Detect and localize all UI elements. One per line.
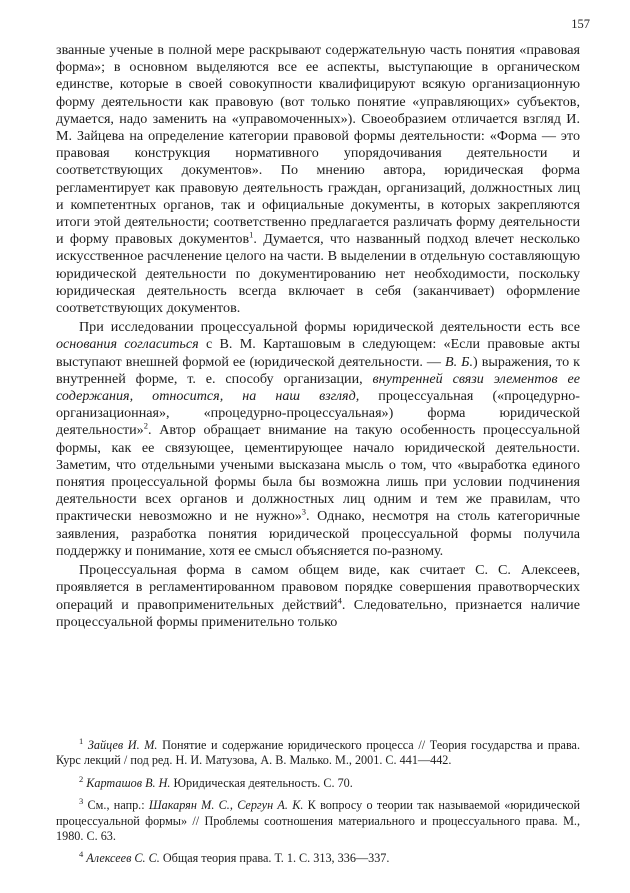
text-run: . Думается, что названный подход влечет несколько искусственное расчленение целого на части. В выделении в отдельную составляющую юридической деятельности по документированию нет необходимости, поскольку юридическая деятельность всегда включает в себя (заканчивает) оформление соответствующих документов. [56, 231, 580, 317]
footnote-ref: 2 [143, 420, 148, 431]
footnote-ref: 4 [337, 594, 342, 605]
footnote [56, 735, 580, 769]
footnote-ref: 3 [301, 506, 307, 517]
footnote-ref: 1 [79, 735, 84, 746]
footnote [56, 798, 580, 844]
text-run: процессуальная («процедурно-организационная», «процедурно-процессуальная») форма юридической деятельности» [56, 388, 580, 439]
text-run: Процессуальная форма в самом общем виде, как считает С. С. Алексеев, проявляется в регламентированном правовом порядке совершения правотворческих операций и правоприменительных действий [56, 562, 580, 613]
italic-text: Шакарян М. С., Сергун А. К. [148, 798, 304, 813]
italic-text: основания согласиться [56, 336, 199, 353]
text-run: ) выражения, то к внутренней форме, т. е. способу организации, [56, 353, 580, 387]
paragraph [56, 319, 580, 560]
footnotes [56, 735, 581, 874]
footnote-ref: 4 [79, 849, 84, 860]
text-run: с В. М. Карташовым в следующем: «Если правовые акты выступают внешней формой ее (юридической деятельности. — [56, 336, 580, 370]
footnote [56, 851, 580, 866]
page-number: 157 [571, 17, 590, 31]
footnote-ref: 1 [249, 229, 254, 240]
footnote-ref: 2 [79, 773, 84, 784]
text-run: При исследовании процессуальной формы юридической деятельности есть все [79, 319, 580, 336]
text-run: званные ученые в полной мере раскрывают содержательную часть понятия «правовая форма»; в основном выделяются все ее аспекты, выступающие в органическом единстве, которые в своей совокупности квалифицируют всякую организационную форму деятельности как правовую (вот только понятие «управляющих» субъектов, думается, надо заменить на «управомоченных»). Своеобразием отличается взгляд И. М. Зайцева на определение категории правовой формы деятельности: «Форма — это правовая конструкция нормативного упорядочивания деятельности и соответствующих документов». По мнению автора, юридическая форма регламентирует как правовую деятельность граждан, организаций, должностных лиц и компетентных органов, так и официальные документы, в которых закрепляются итоги этой деятельности; соответственно предлагается различать форму деятельности и форму правовых документов [56, 42, 580, 248]
text-run: . Автор обращает внимание на такую особенность процессуальной формы, как ее связующее, цементирующее начало юридической деятельности. Заметим, что отдельными учеными высказана мысль о том, что «выработка единого понятия процессуальной формы была бы возможна лишь при условии подчинения деятельности всех органов и должностных лиц одним и тем же правилам, что практически невозможно и не нужно» [56, 422, 580, 525]
paragraph [56, 562, 580, 631]
text-run: См., напр.: [83, 798, 149, 813]
body-text [56, 42, 580, 631]
italic-text: Алексеев С. С. [86, 851, 160, 866]
italic-text: Зайцев И. М. [87, 738, 158, 752]
paragraph [56, 42, 580, 317]
italic-text: Карташов В. Н. [86, 775, 171, 790]
text-run: Понятие и содержание юридического процесса // Теория государства и права. Курс лекций / под ред. Н. И. Матузова, А. В. Малько. М., 2001. С. 441—442. [56, 738, 580, 768]
text-run: Общая теория права. Т. 1. С. 313, 336—337. [159, 851, 390, 866]
text-run: К вопросу о теории так называемой «юридической процессуальной формы» // Проблемы соотношения материального и процессуального права. М., 1980. С. 63. [56, 798, 581, 844]
footnote-ref: 3 [79, 796, 84, 807]
italic-text: В. Б. [445, 353, 474, 370]
italic-text: внутренней связи элементов ее содержания, относится, на наш взгляд, [56, 370, 580, 405]
text-run: . Однако, несмотря на столь категоричные заявления, разработка понятия юридической процессуальной формы получила поддержку и понимание, хотя ее смысл объясняется по-разному. [56, 508, 580, 559]
footnote [56, 773, 580, 791]
text-run: . Следовательно, признается наличие процессуальной формы применительно только [56, 596, 580, 630]
text-run: Юридическая деятельность. С. 70. [170, 775, 353, 790]
